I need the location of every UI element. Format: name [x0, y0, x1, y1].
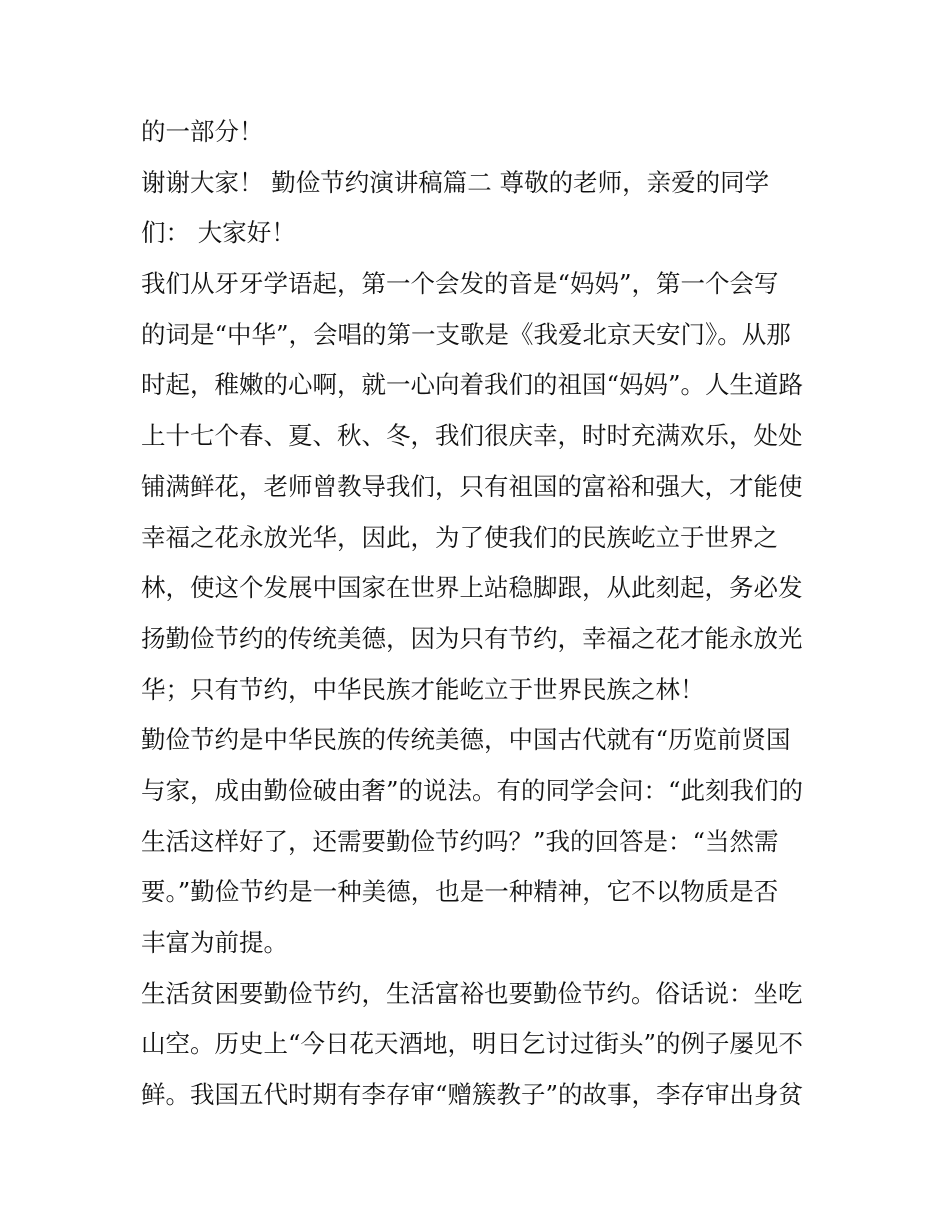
text-line: 林，使这个发展中国家在世界上站稳脚跟，从此刻起，务必发 [141, 573, 803, 603]
text-line: 谢谢大家！ 勤俭节约演讲稿篇二 尊敬的老师，亲爱的同学 [141, 167, 770, 197]
text-line: 生活贫困要勤俭节约，生活富裕也要勤俭节约。俗话说：坐吃 [141, 978, 803, 1008]
text-line: 华；只有节约，中华民族才能屹立于世界民族之林！ [141, 674, 705, 704]
text-line: 的词是“中华”，会唱的第一支歌是《我爱北京天安门》。从那 [141, 319, 791, 349]
text-line: 鲜。我国五代时期有李存审“赠簇教子”的故事，李存审出身贫 [141, 1080, 804, 1110]
text-line: 上十七个春、夏、秋、冬，我们很庆幸，时时充满欢乐，处处 [141, 421, 803, 451]
speech-text [141, 107, 821, 1121]
text-line: 们： 大家好！ [141, 218, 296, 248]
text-line: 的一部分！ [141, 117, 264, 146]
text-line: 扬勤俭节约的传统美德，因为只有节约，幸福之花才能永放光 [141, 623, 803, 653]
text-line: 丰富为前提。 [141, 928, 288, 957]
text-line: 山空。历史上“今日花天酒地，明日乞讨过街头”的例子屡见不 [141, 1029, 804, 1059]
text-line: 铺满鲜花，老师曾教导我们，只有祖国的富裕和强大，才能使 [141, 471, 803, 501]
text-line: 时起，稚嫩的心啊，就一心向着我们的祖国“妈妈”。人生道路 [141, 370, 804, 400]
text-line: 我们从牙牙学语起，第一个会发的音是“妈妈”，第一个会写 [141, 269, 779, 299]
text-line: 幸福之花永放光华，因此，为了使我们的民族屹立于世界之 [141, 522, 778, 552]
text-line: 生活这样好了，还需要勤俭节约吗？”我的回答是：“当然需 [141, 826, 779, 856]
text-line: 勤俭节约是中华民族的传统美德，中国古代就有“历览前贤国 [141, 725, 791, 755]
text-line: 要。”勤俭节约是一种美德，也是一种精神，它不以物质是否 [141, 877, 779, 907]
text-line: 与家，成由勤俭破由奢”的说法。有的同学会问：“此刻我们的 [141, 775, 804, 805]
